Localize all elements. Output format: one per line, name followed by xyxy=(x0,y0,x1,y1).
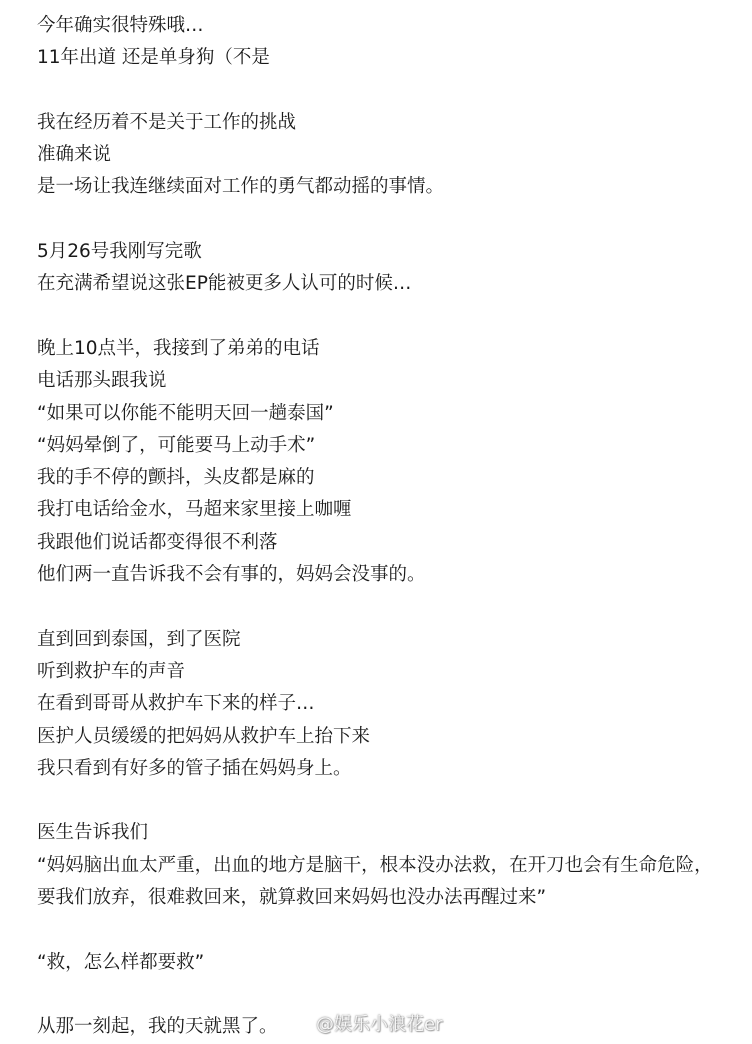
text-line: 在看到哥哥从救护车下来的样子… xyxy=(37,693,315,715)
blank-line xyxy=(37,914,752,946)
text-line: 准确来说 xyxy=(37,144,112,166)
text-line: 在充满希望说这张EP能被更多人认可的时候… xyxy=(37,273,412,295)
text-line: 是一场让我连继续面对工作的勇气都动摇的事情。 xyxy=(37,176,445,198)
text-line: 我打电话给金水，马超来家里接上咖喱 xyxy=(37,499,352,521)
text-line: 医护人员缓缓的把妈妈从救护车上抬下来 xyxy=(37,725,371,747)
text-line: 从那一刻起，我的天就黑了。 xyxy=(37,1016,278,1038)
blank-line xyxy=(37,301,752,333)
blank-line xyxy=(37,979,752,1011)
text-line: “妈妈脑出血太严重，出血的地方是脑干，根本没办法救，在开刀也会有生命危险， xyxy=(37,854,713,876)
text-line: “妈妈晕倒了，可能要马上动手术” xyxy=(37,434,316,456)
text-line: “如果可以你能不能明天回一趟泰国” xyxy=(37,402,334,424)
blank-line xyxy=(37,591,752,623)
text-line: 要我们放弃，很难救回来，就算救回来妈妈也没办法再醒过来” xyxy=(37,887,547,909)
blank-line xyxy=(37,75,752,107)
text-line: 我在经历着不是关于工作的挑战 xyxy=(37,111,297,133)
text-line: 11年出道 还是单身狗（不是 xyxy=(37,47,270,69)
text-line: 晚上10点半，我接到了弟弟的电话 xyxy=(37,337,320,359)
text-line: 我跟他们说话都变得很不利落 xyxy=(37,531,278,553)
text-line: 我只看到有好多的管子插在妈妈身上。 xyxy=(37,757,352,779)
blank-line xyxy=(37,785,752,817)
text-line: 他们两一直告诉我不会有事的，妈妈会没事的。 xyxy=(37,564,426,586)
text-line: 今年确实很特殊哦… xyxy=(37,15,204,36)
document-body xyxy=(37,10,752,1044)
watermark xyxy=(288,1010,442,1036)
text-line: 医生告诉我们 xyxy=(37,822,149,844)
text-line: 听到救护车的声音 xyxy=(37,660,186,682)
blank-line xyxy=(37,204,752,236)
text-line: “救，怎么样都要救” xyxy=(37,951,205,973)
watermark-text: @娱乐小浪花er xyxy=(316,1014,443,1035)
text-line: 直到回到泰国，到了医院 xyxy=(37,628,241,650)
text-line: 电话那头跟我说 xyxy=(37,370,167,392)
text-line: 我的手不停的颤抖，头皮都是麻的 xyxy=(37,467,315,489)
text-line: 5月26号我刚写完歌 xyxy=(37,241,202,263)
weibo-icon xyxy=(288,1013,312,1033)
